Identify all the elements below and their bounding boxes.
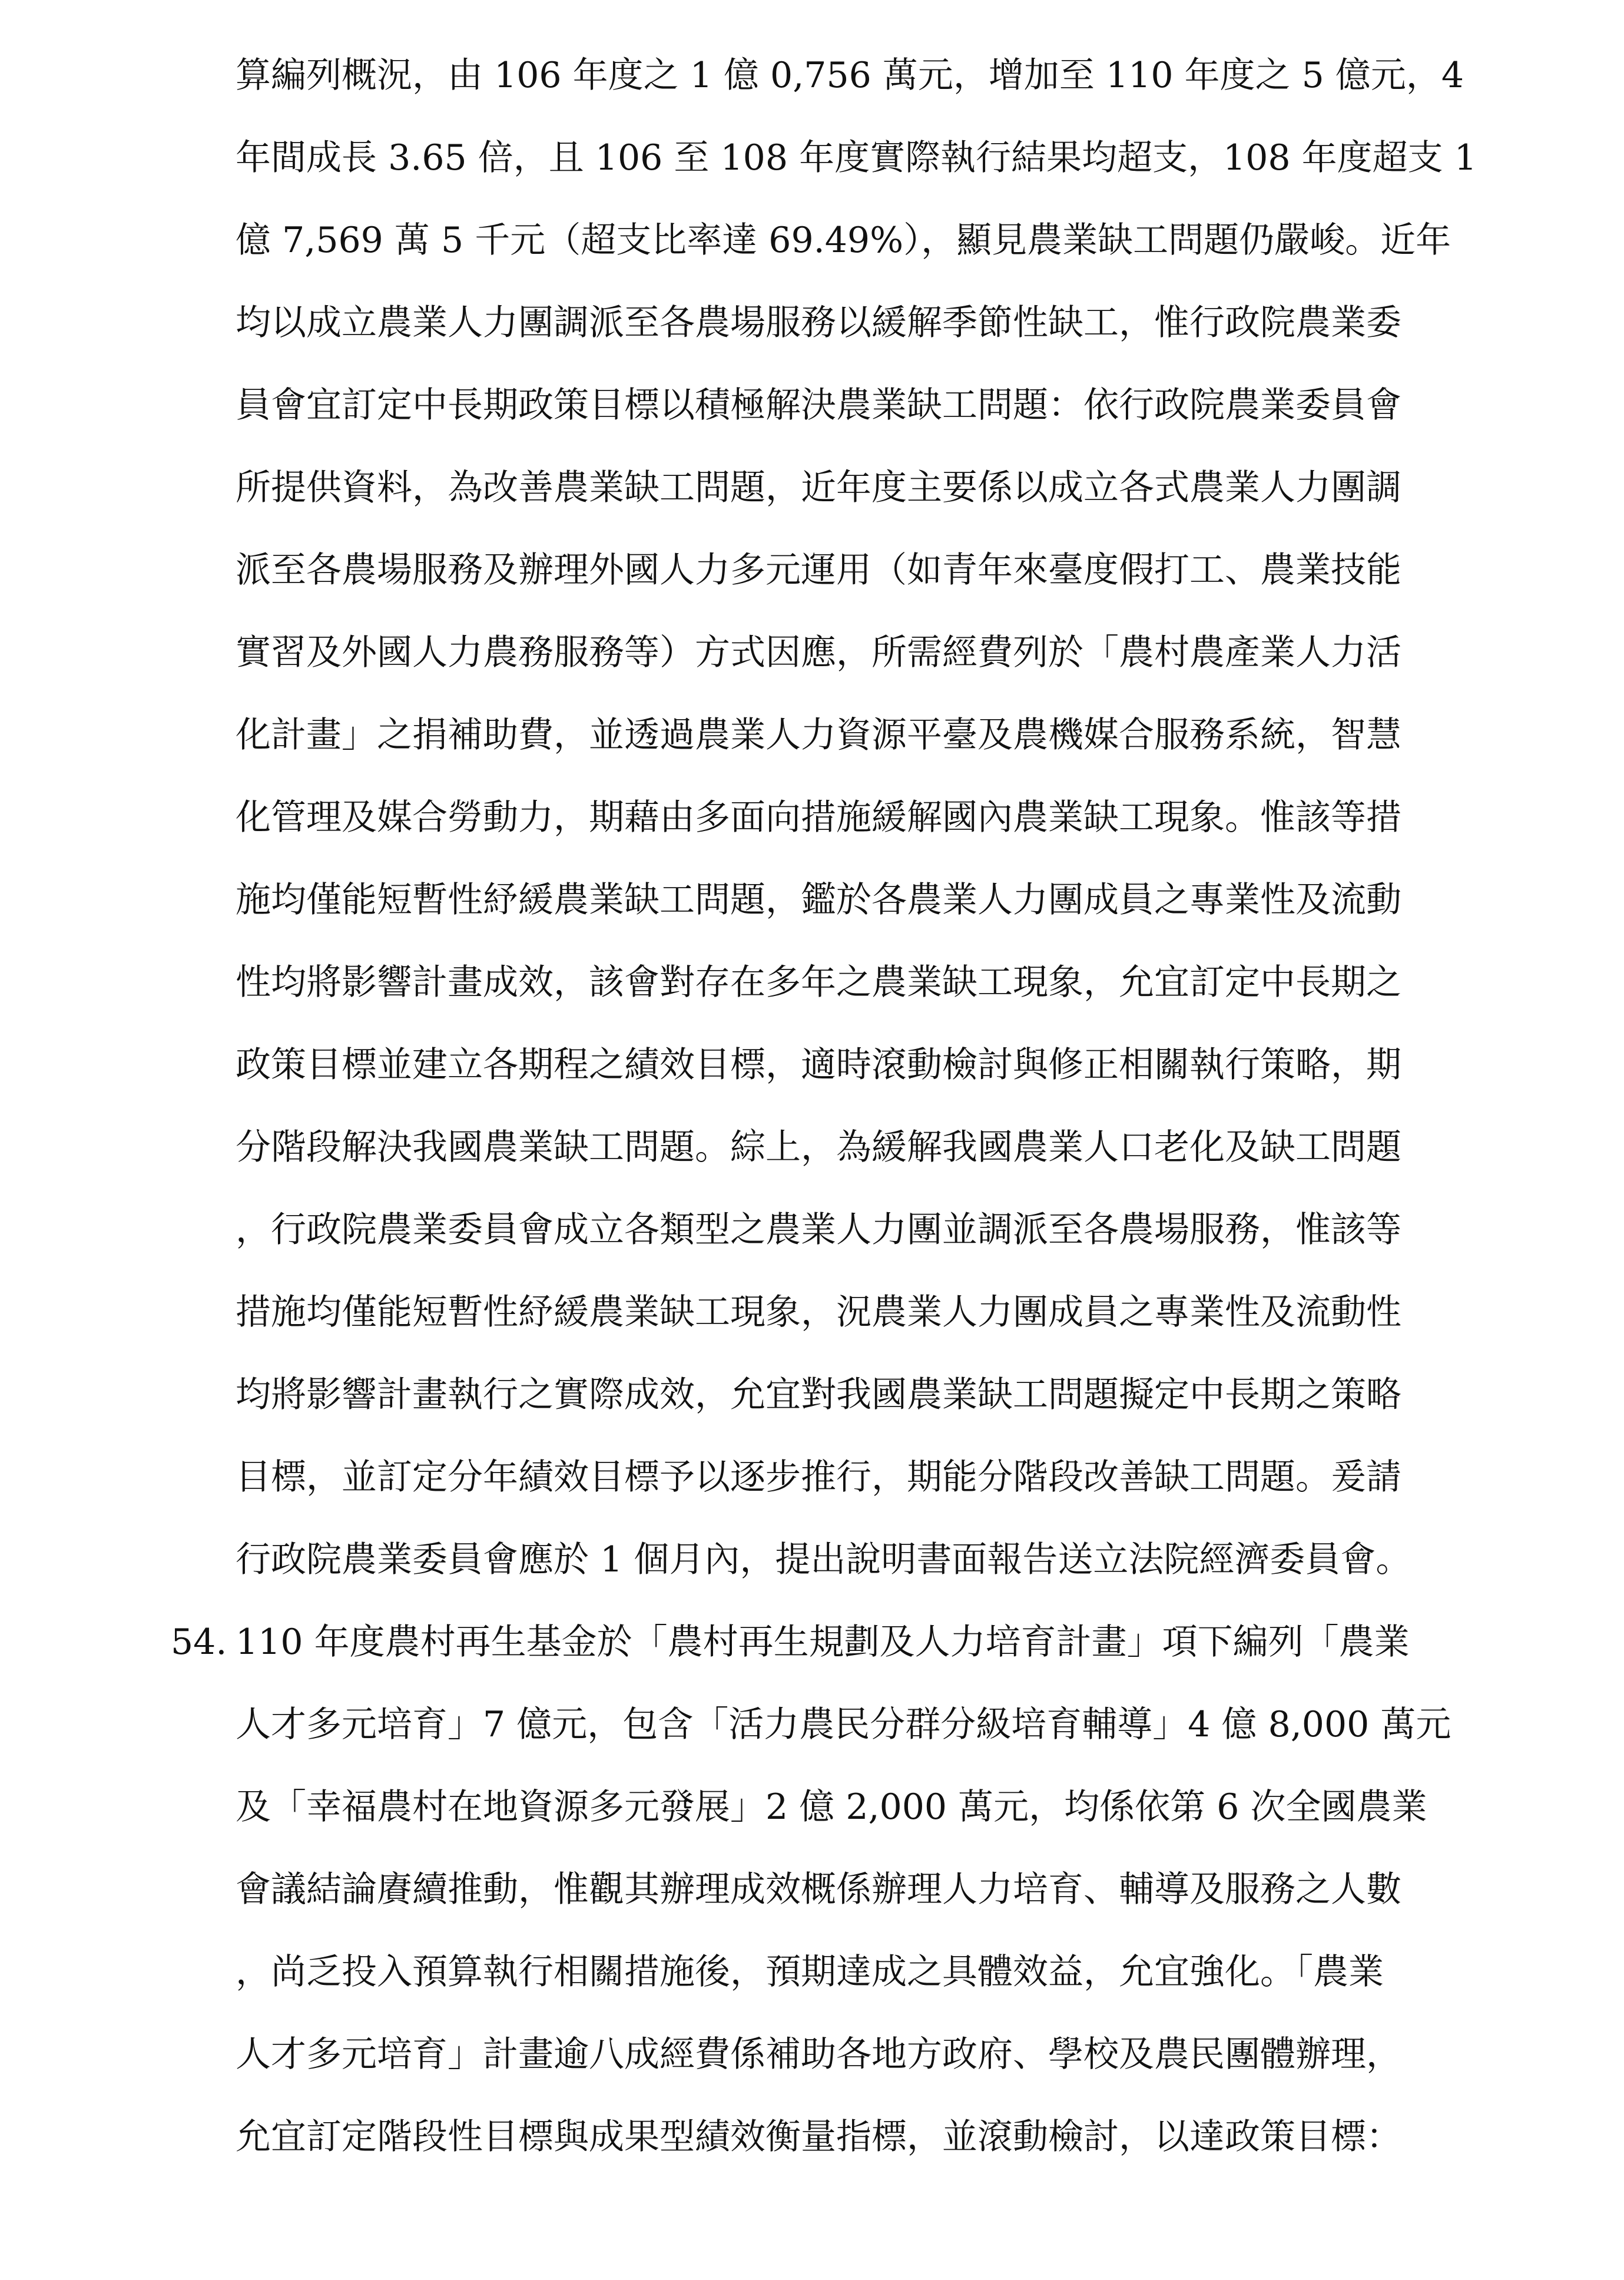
text-line: 人才多元培育」7 億元，包含「活力農民分群分級培育輔導」4 億 8,000 萬元 bbox=[236, 1704, 1451, 1745]
text-line: 年間成長 3.65 倍，且 106 至 108 年度實際執行結果均超支，108 年度超支 1 bbox=[236, 137, 1477, 178]
text-line: 措施均僅能短暫性紓緩農業缺工現象，況農業人力團成員之專業性及流動性 bbox=[236, 1292, 1401, 1333]
text-line: 化計畫」之捐補助費，並透過農業人力資源平臺及農機媒合服務系統，智慧 bbox=[236, 714, 1401, 756]
text-line: 性均將影響計畫成效，該會對存在多年之農業缺工現象，允宜訂定中長期之 bbox=[236, 962, 1401, 1003]
text-line: 算編列概況，由 106 年度之 1 億 0,756 萬元，增加至 110 年度之 5 億元，4 bbox=[236, 55, 1464, 96]
text-line: 員會宜訂定中長期政策目標以積極解決農業缺工問題：依行政院農業委員會 bbox=[236, 385, 1401, 426]
text-line: 目標，並訂定分年績效目標予以逐步推行，期能分階段改善缺工問題。爰請 bbox=[236, 1457, 1401, 1498]
text-line: 施均僅能短暫性紓緩農業缺工問題，鑑於各農業人力團成員之專業性及流動 bbox=[236, 879, 1401, 921]
text-line: 行政院農業委員會應於 1 個月內，提出說明書面報告送立法院經濟委員會。 bbox=[236, 1539, 1411, 1580]
text-line: 化管理及媒合勞動力，期藉由多面向措施緩解國內農業缺工現象。惟該等措 bbox=[236, 797, 1401, 838]
text-line: 及「幸福農村在地資源多元發展」2 億 2,000 萬元，均係依第 6 次全國農業 bbox=[236, 1786, 1427, 1828]
text-line: 實習及外國人力農務服務等）方式因應，所需經費列於「農村農產業人力活 bbox=[236, 632, 1401, 673]
text-line: 會議結論賡續推動，惟觀其辦理成效概係辦理人力培育、輔導及服務之人數 bbox=[236, 1869, 1401, 1910]
text-line: ，尚乏投入預算執行相關措施後，預期達成之具體效益，允宜強化。「農業 bbox=[236, 1951, 1384, 1993]
text-line: 所提供資料，為改善農業缺工問題，近年度主要係以成立各式農業人力團調 bbox=[236, 467, 1401, 508]
text-line: 分階段解決我國農業缺工問題。綜上，為緩解我國農業人口老化及缺工問題 bbox=[236, 1127, 1401, 1168]
text-line: 人才多元培育」計畫逾八成經費係補助各地方政府、學校及農民團體辦理， bbox=[236, 2034, 1401, 2075]
text-line: 允宜訂定階段性目標與成果型績效衡量指標，並滾動檢討，以達政策目標： bbox=[236, 2116, 1401, 2157]
text-line: 均將影響計畫執行之實際成效，允宜對我國農業缺工問題擬定中長期之策略 bbox=[236, 1374, 1401, 1415]
text-line: 派至各農場服務及辦理外國人力多元運用（如青年來臺度假打工、農業技能 bbox=[236, 550, 1401, 591]
text-line: 億 7,569 萬 5 千元（超支比率達 69.49%），顯見農業缺工問題仍嚴峻。近年 bbox=[236, 220, 1451, 261]
text-line: 政策目標並建立各期程之績效目標，適時滾動檢討與修正相關執行策略，期 bbox=[236, 1044, 1401, 1086]
text-line: 均以成立農業人力團調派至各農場服務以緩解季節性缺工，惟行政院農業委 bbox=[236, 302, 1401, 343]
text-line: 110 年度農村再生基金於「農村再生規劃及人力培育計畫」項下編列「農業 bbox=[236, 1622, 1410, 1663]
item-number: 54. bbox=[171, 1622, 227, 1663]
text-line: ，行政院農業委員會成立各類型之農業人力團並調派至各農場服務，惟該等 bbox=[236, 1209, 1401, 1250]
